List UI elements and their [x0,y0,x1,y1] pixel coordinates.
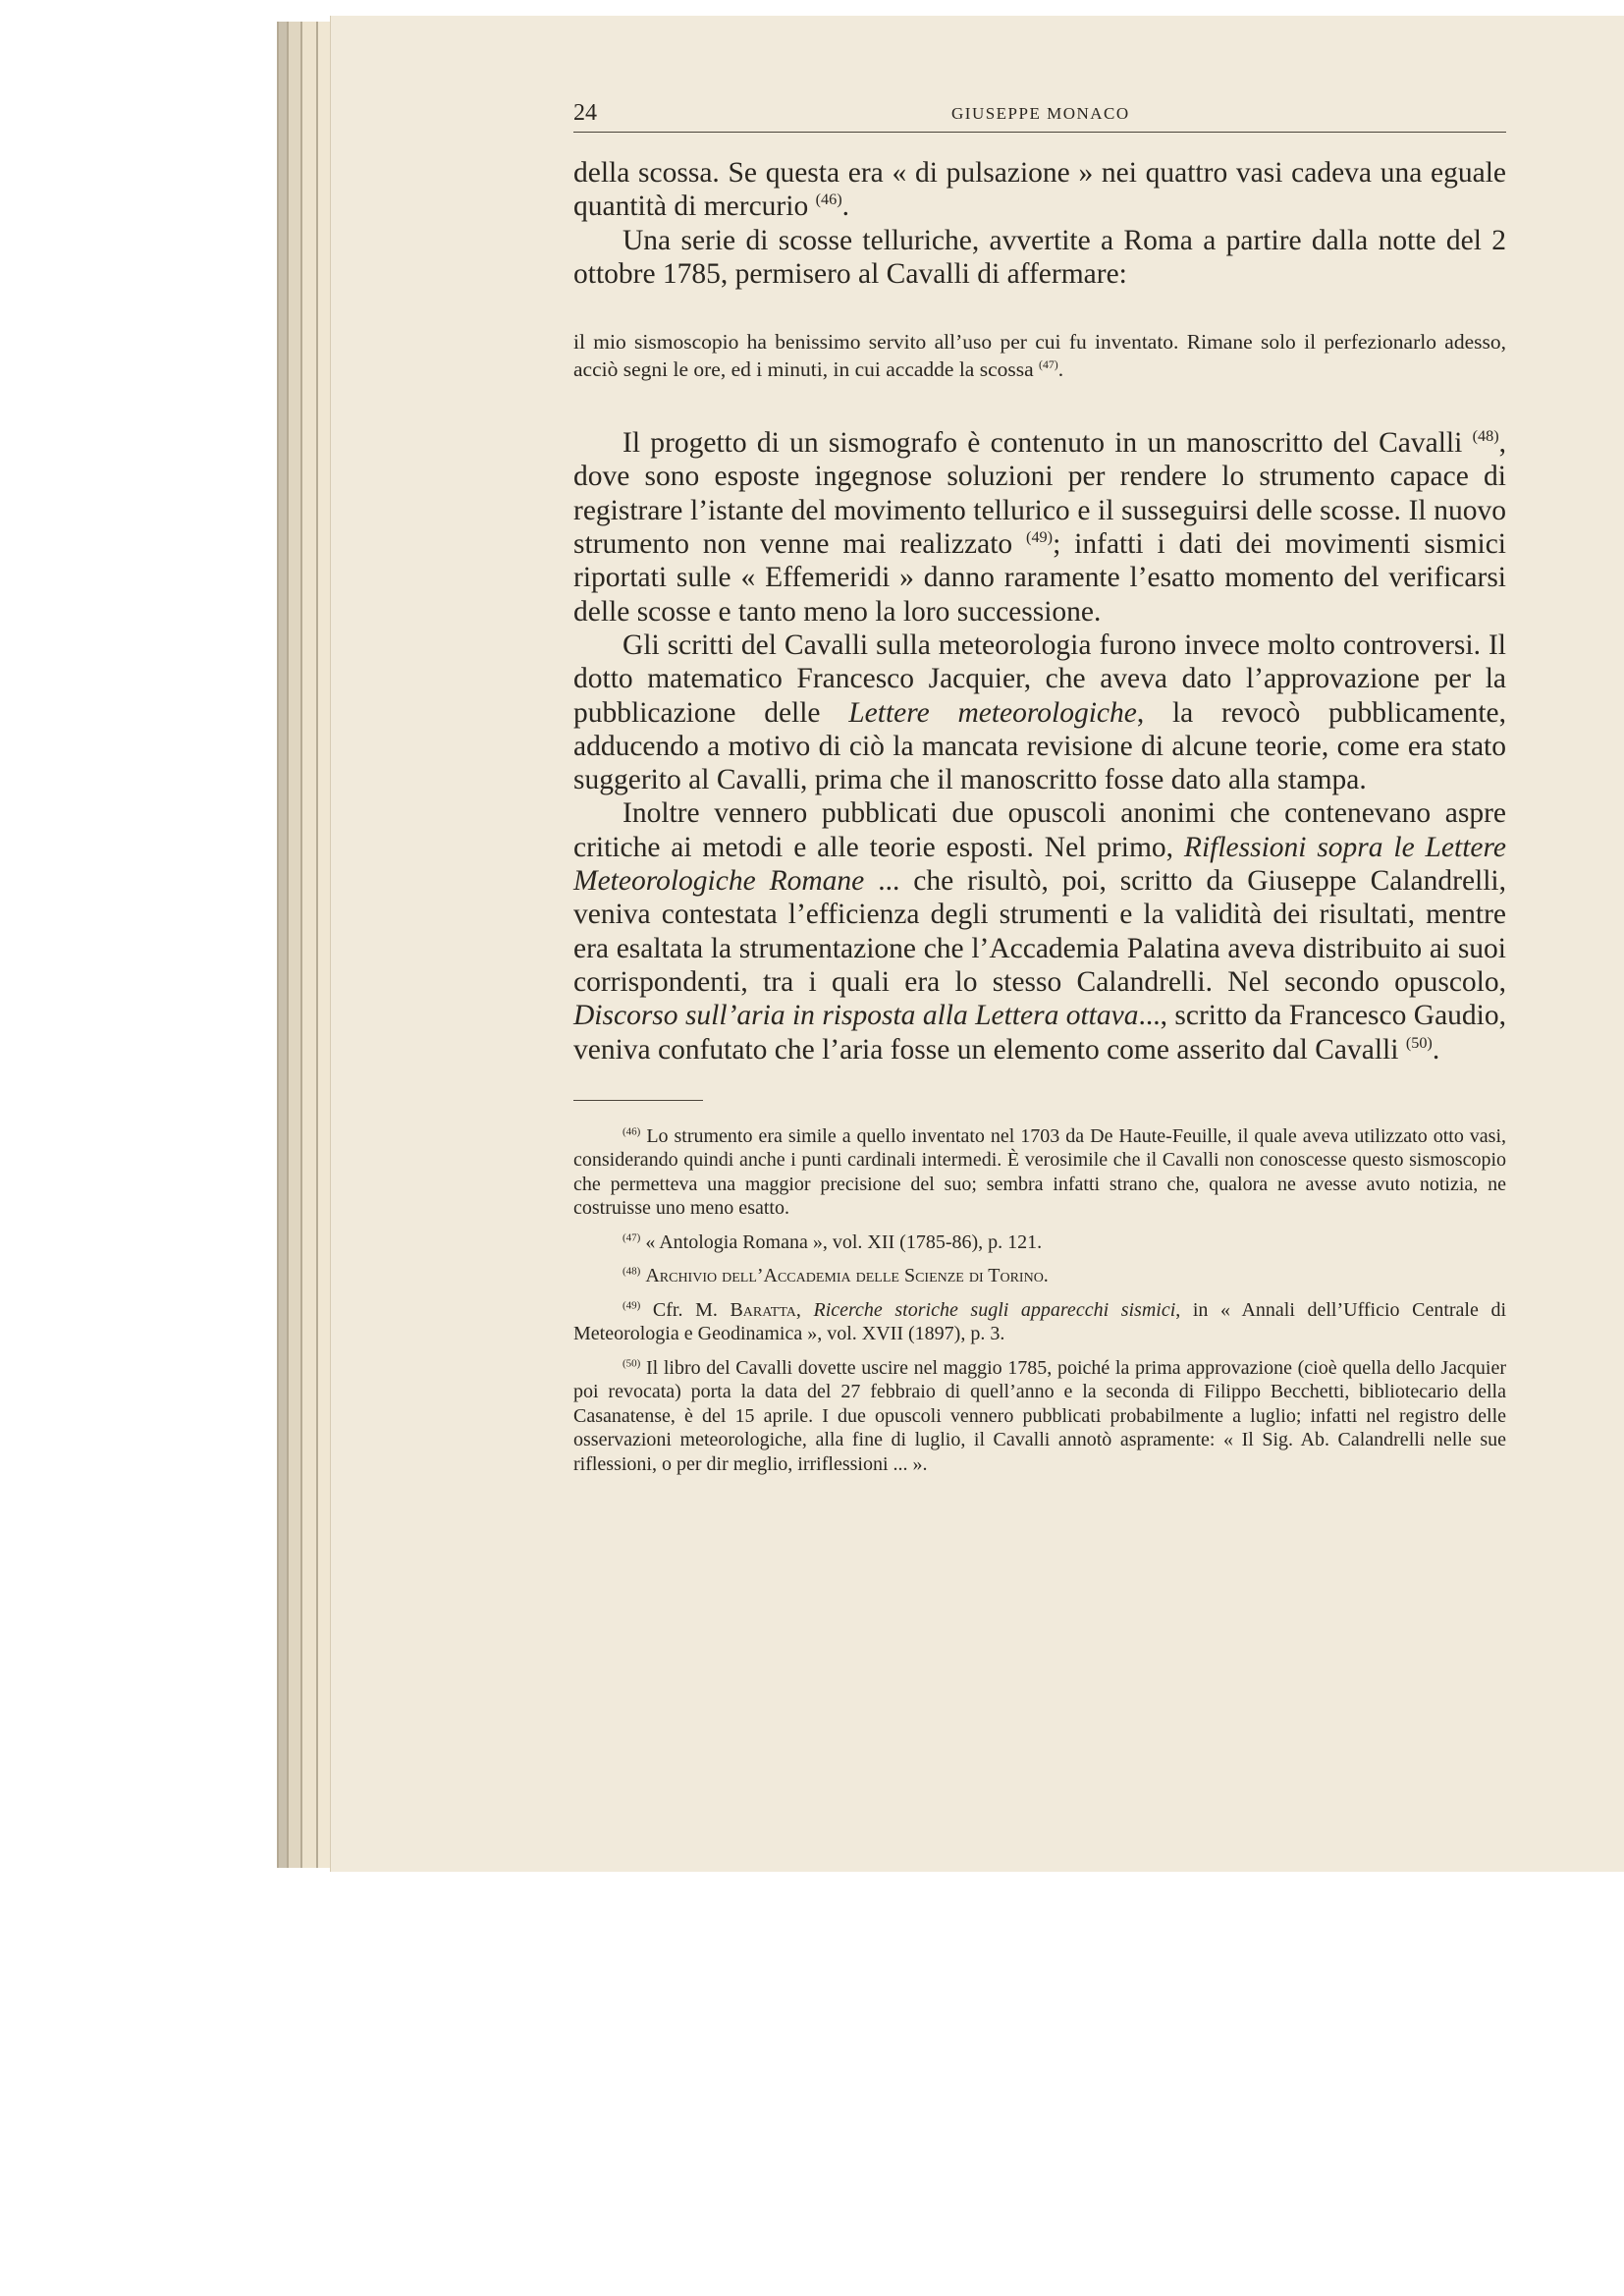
paragraph-text: ..., scritto da Francesco Gaudio, veniva confutato che l’aria fosse un elemento come asserito dal Cavalli [573,1000,1506,1066]
footnote-number: (46) [623,1125,641,1138]
paragraph-text: Il progetto di un sismografo è contenuto in un manoscritto del Cavalli [623,427,1473,460]
book-title: Ricerche storiche sugli apparecchi sismici [813,1298,1176,1321]
paragraph-text: ... che risultò, poi, scritto da Giuseppe Calandrelli, veniva contestata l’efficienza degli strumenti e la validità dei risultati, mentre era esaltata la strumentazione che l’Accademia Palatina aveva distribuito ai suoi corrispondenti, tra i quali era lo stesso Calandrelli. Nel secondo opuscolo, [573,865,1507,998]
quote-text: . [1057,357,1064,382]
page-stack-edge [287,22,300,1868]
footnote-text: Il libro del Cavalli dovette uscire nel maggio 1785, poiché la prima approvazione (cioè quella dello Jacquier poi revocata) porta la data del 27 febbraio di quell’anno e la seconda di Filippo Becchetti, bibliotecario della Casanatense, è del 15 aprile. I due opuscoli vennero pubblicati probabilmente a luglio; infatti nel registro delle osservazioni meteorologiche, alla fine di luglio, il Cavalli annotò aspramente: « Il Sig. Ab. Calandrelli nelle sue riflessioni, o per dir meglio, irriflessioni ... ». [573,1356,1506,1475]
footnote-text: , [795,1298,814,1321]
footnote-number: (47) [623,1231,641,1244]
note-ref-46: (46) [815,191,842,209]
running-head-title: GIUSEPPE MONACO [951,104,1130,123]
author-name: Baratta [730,1298,796,1321]
paragraph-text: ; infatti i dati dei movimenti sismici riportati sulle « Effemeridi » danno raramente l’esatto momento del verificarsi delle scosse e tanto meno la loro successione. [573,528,1507,628]
note-ref-48: (48) [1472,427,1499,446]
book-title: Lettere meteorologiche [848,696,1137,729]
footnote-50 [573,1356,1506,1477]
paragraph-text: . [1432,1033,1440,1066]
footnote-number: (50) [623,1357,641,1370]
paragraph-1 [573,156,1506,224]
page-number: 24 [573,100,597,126]
paragraph-text: Gli scritti del Cavalli sulla meteorologia furono invece molto controversi. Il dotto matematico Francesco Jacquier, che aveva dato l’approvazione per la pubblicazione delle [573,629,1506,729]
paragraph-5 [573,796,1506,1066]
footnote-number: (48) [623,1265,641,1278]
note-ref-50: (50) [1405,1033,1433,1052]
footnote-text: Cfr. M. [652,1298,731,1321]
paragraph-text: , dove sono esposte ingegnose soluzioni per rendere lo strumento capace di registrare l’istante del movimento tellurico e il susseguirsi delle scosse. Il nuovo strumento non venne mai realizzato [573,427,1506,561]
paragraph-2: Una serie di scosse telluriche, avvertite a Roma a partire dalla notte del 2 ottobre 1785, permisero al Cavalli di affermare: [573,224,1506,290]
page-stack-edge [300,22,316,1868]
book-title: Riflessioni sopra le Lettere Meteorologiche Romane [573,831,1506,898]
footnotes [573,1124,1506,1477]
note-ref-49: (49) [1026,528,1054,547]
running-head [573,98,1506,133]
paragraph-4 [573,629,1506,796]
page-stack-edge [277,22,287,1868]
footnote-48 [573,1264,1506,1288]
body-text [573,156,1506,1066]
footnote-text: « Antologia Romana », vol. XII (1785-86), p. 121. [645,1230,1043,1253]
footnote-47 [573,1230,1506,1255]
paragraph-text: . [841,191,849,223]
paragraph-text: , la revocò pubblicamente, adducendo a motivo di ciò la mancata revisione di alcune teorie, come era stato suggerito al Cavalli, prima che il manoscritto fosse dato alla stampa. [573,696,1506,796]
footnote-text: Archivio dell’Accademia delle Scienze di Torino. [645,1265,1049,1287]
footnote-number: (49) [623,1299,641,1312]
footnote-46 [573,1124,1506,1221]
quote-text: il mio sismoscopio ha benissimo servito all’uso per cui fu inventato. Rimane solo il perfezionarlo adesso, acciò segni le ore, ed i minuti, in cui accadde la scossa [573,330,1506,382]
footnote-49 [573,1298,1506,1346]
note-ref-47: (47) [1039,357,1058,372]
paragraph-text: Inoltre vennero pubblicati due opuscoli anonimi che contenevano aspre critiche ai metodi e alle teorie esposti. Nel primo, [573,797,1506,863]
footnote-text: , in « Annali dell’Ufficio Centrale di Meteorologia e Geodinamica », vol. XVII (1897), p. 3. [573,1298,1507,1345]
paragraph-3 [573,426,1506,629]
footnote-text: Lo strumento era simile a quello inventato nel 1703 da De Haute-Feuille, il quale aveva utilizzato otto vasi, considerando quindi anche i punti cardinali intermedi. È verosimile che il Cavalli non conoscesse questo sismoscopio che permetteva una maggior precisione del suo; sembra infatti strano che, qualora ne avesse avuto notizia, ne costruisse uno meno esatto. [573,1124,1507,1220]
footnote-separator [573,1100,703,1101]
paragraph-text: della scossa. Se questa era « di pulsazione » nei quattro vasi cadeva una eguale quantità di mercurio [573,157,1506,223]
book-title: Discorso sull’aria in risposta alla Lettera ottava [573,1000,1139,1032]
block-quote [573,328,1506,383]
page-content [573,98,1506,1486]
